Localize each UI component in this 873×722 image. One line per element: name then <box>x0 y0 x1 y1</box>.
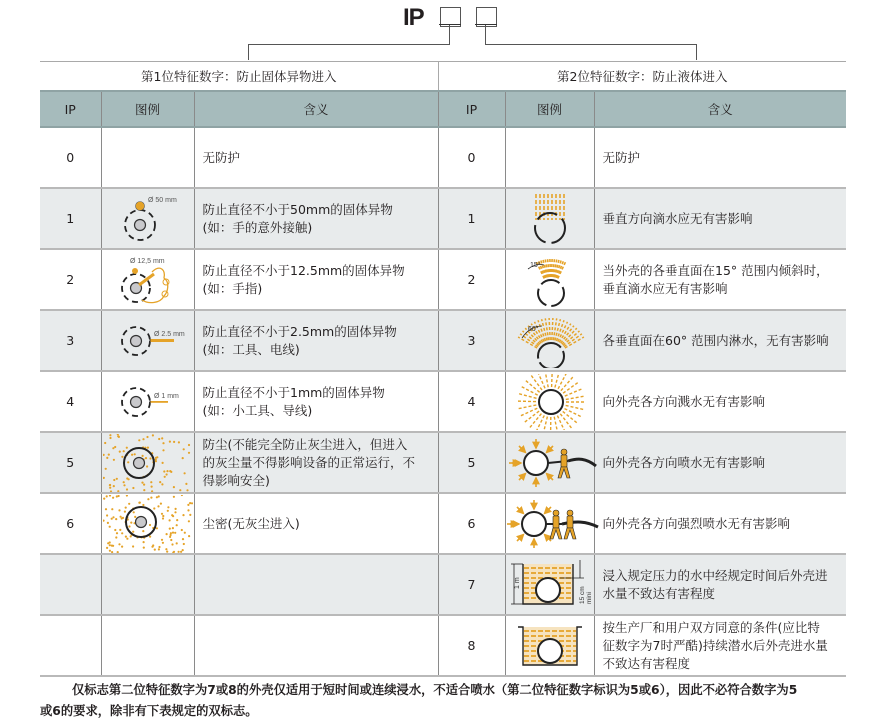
svg-text:mini: mini <box>585 591 593 604</box>
liquid-meaning-text-line: 垂直滴水应无有害影响 <box>602 280 728 296</box>
ip-code-prefix: IP <box>403 4 424 31</box>
liquid-legend-cell <box>505 188 594 249</box>
liquid-meaning-text <box>594 249 846 310</box>
svg-text:15°: 15° <box>529 261 541 269</box>
solid-legend-cell <box>101 310 194 371</box>
solid-meaning-text-line: 防止直径不小于50mm的固体异物 <box>202 201 393 217</box>
solid-meaning-text-line: 防止直径不小于12.5mm的固体异物 <box>202 262 405 278</box>
svg-text:Ø 12,5 mm: Ø 12,5 mm <box>129 257 165 265</box>
solid-legend-cell <box>101 249 194 310</box>
solid-ip-value <box>40 554 101 615</box>
finger-probe-12-5mm-icon <box>102 254 194 306</box>
second-digit-underline <box>475 24 497 25</box>
vertical-drip-icon <box>506 192 594 246</box>
solid-meaning-text-line: (如：手指) <box>202 280 263 296</box>
table-row <box>40 554 846 615</box>
col-meaning: 含义 <box>594 91 846 127</box>
dust-tight-icon <box>102 495 194 553</box>
spray-60deg-icon <box>506 314 594 368</box>
immersion-1m-icon <box>506 558 594 612</box>
liquid-ip-value: 3 <box>438 310 505 371</box>
solid-meaning-text-line: 的灰尘量不得影响设备的正常运行，不 <box>202 454 416 470</box>
solid-meaning-text-line: (如：工具、电线) <box>202 341 300 357</box>
liquid-ip-value: 1 <box>438 188 505 249</box>
table-row <box>40 249 846 310</box>
footnote-line-1: 仅标志第二位特征数字为7或8的外壳仅适用于短时间或连续浸水，不适合喷水（第二位特征数字标识为5或6），因此不必符合数字为5 <box>72 683 798 697</box>
ip-rating-table <box>40 61 846 677</box>
solid-meaning-text <box>194 554 438 615</box>
svg-text:15 cm: 15 cm <box>578 585 586 604</box>
liquid-legend-cell <box>505 432 594 493</box>
liquid-legend-cell <box>505 615 594 676</box>
liquid-legend-cell <box>505 310 594 371</box>
liquid-meaning-text-line: 按生产厂和用户双方同意的条件(应比特 <box>602 619 820 635</box>
liquid-meaning-text-line: 浸入规定压力的水中经规定时间后外壳进 <box>602 567 828 583</box>
ip-code-diagram <box>0 0 873 60</box>
wire-2-5mm-icon <box>102 315 194 367</box>
liquid-meaning-text-line: 当外壳的各垂直面在15° 范围内倾斜时， <box>602 262 829 278</box>
solid-ip-value: 1 <box>40 188 101 249</box>
col-ip: IP <box>438 91 505 127</box>
connector-line <box>485 44 697 45</box>
solid-meaning-text <box>194 188 438 249</box>
solid-meaning-text-line: 得影响安全) <box>202 472 270 488</box>
table-row <box>40 615 846 676</box>
connector-line <box>248 44 249 60</box>
powerful-jet-icon <box>506 497 594 551</box>
footnote <box>40 680 846 722</box>
solid-meaning-text-line: 防止直径不小于2.5mm的固体异物 <box>202 323 397 339</box>
col-legend: 图例 <box>505 91 594 127</box>
liquid-meaning-text-line: 无防护 <box>602 149 641 165</box>
solid-meaning-text <box>194 127 438 188</box>
solid-legend-cell <box>101 188 194 249</box>
wire-1mm-icon <box>102 376 194 428</box>
liquid-legend-cell <box>505 371 594 432</box>
solid-legend-cell <box>101 371 194 432</box>
liquid-meaning-text <box>594 615 846 676</box>
col-meaning: 含义 <box>194 91 438 127</box>
solid-meaning-text-line: 防止直径不小于1mm的固体异物 <box>202 384 385 400</box>
solid-legend-cell <box>101 493 194 554</box>
liquid-legend-cell <box>505 127 594 188</box>
section-second-digit: 第2位特征数字：防止液体进入 <box>438 62 846 92</box>
solid-meaning-text <box>194 432 438 493</box>
liquid-ip-value: 7 <box>438 554 505 615</box>
footnote-line-2: 或6的要求，除非有下表规定的双标志。 <box>40 704 258 718</box>
probe-50mm-icon <box>102 193 194 245</box>
liquid-ip-value: 5 <box>438 432 505 493</box>
solid-legend-cell <box>101 615 194 676</box>
solid-meaning-text-line: 尘密(无灰尘进入) <box>202 515 300 531</box>
liquid-meaning-text-line: 向外壳各方向强烈喷水无有害影响 <box>602 515 791 531</box>
drip-15deg-icon <box>506 253 594 307</box>
solid-meaning-text-line: (如：小工具、导线) <box>202 402 313 418</box>
liquid-meaning-text-line: 向外壳各方向喷水无有害影响 <box>602 454 766 470</box>
connector-line <box>696 44 697 60</box>
liquid-meaning-text-line: 不致达有害程度 <box>602 655 691 671</box>
solid-legend-cell <box>101 127 194 188</box>
col-legend: 图例 <box>101 91 194 127</box>
liquid-legend-cell <box>505 554 594 615</box>
solid-ip-value: 5 <box>40 432 101 493</box>
liquid-meaning-text <box>594 310 846 371</box>
solid-ip-value <box>40 615 101 676</box>
solid-meaning-text <box>194 493 438 554</box>
liquid-meaning-text <box>594 371 846 432</box>
solid-meaning-text-line: (如：手的意外接触) <box>202 219 313 235</box>
solid-ip-value: 0 <box>40 127 101 188</box>
liquid-ip-value: 2 <box>438 249 505 310</box>
liquid-meaning-text-line: 向外壳各方向溅水无有害影响 <box>602 393 766 409</box>
solid-legend-cell <box>101 554 194 615</box>
solid-ip-value: 3 <box>40 310 101 371</box>
liquid-ip-value: 8 <box>438 615 505 676</box>
table-row <box>40 432 846 493</box>
submersion-icon <box>506 619 594 673</box>
connector-line <box>485 25 486 45</box>
first-digit-underline <box>439 24 461 25</box>
table-row <box>40 493 846 554</box>
table-row <box>40 127 846 188</box>
liquid-meaning-text <box>594 188 846 249</box>
dust-protected-icon <box>102 434 194 492</box>
svg-text:1 m: 1 m <box>513 576 521 589</box>
table-row <box>40 188 846 249</box>
liquid-meaning-text-line: 垂直方向滴水应无有害影响 <box>602 210 753 226</box>
solid-meaning-text <box>194 615 438 676</box>
solid-ip-value: 4 <box>40 371 101 432</box>
table-row <box>40 371 846 432</box>
solid-ip-value: 2 <box>40 249 101 310</box>
liquid-legend-cell <box>505 249 594 310</box>
solid-meaning-text-line: 无防护 <box>202 149 241 165</box>
liquid-meaning-text <box>594 432 846 493</box>
col-ip: IP <box>40 91 101 127</box>
liquid-ip-value: 0 <box>438 127 505 188</box>
liquid-meaning-text-line: 征数字为7时严酷)持续潜水后外壳进水量 <box>602 637 828 653</box>
section-caption-row <box>40 62 846 92</box>
liquid-ip-value: 6 <box>438 493 505 554</box>
liquid-meaning-text <box>594 554 846 615</box>
splash-all-directions-icon <box>506 374 594 430</box>
connector-line <box>248 44 450 45</box>
liquid-meaning-text-line: 各垂直面在60° 范围内淋水，无有害影响 <box>602 332 829 348</box>
svg-text:Ø 2.5 mm: Ø 2.5 mm <box>153 330 185 338</box>
table-row <box>40 310 846 371</box>
svg-text:Ø 1 mm: Ø 1 mm <box>153 392 179 400</box>
solid-legend-cell <box>101 432 194 493</box>
solid-meaning-text <box>194 310 438 371</box>
liquid-ip-value: 4 <box>438 371 505 432</box>
solid-meaning-text-line: 防尘(不能完全防止灰尘进入，但进入 <box>202 436 408 452</box>
liquid-meaning-text <box>594 493 846 554</box>
svg-text:60°: 60° <box>527 325 539 333</box>
liquid-meaning-text <box>594 127 846 188</box>
section-first-digit: 第1位特征数字：防止固体异物进入 <box>40 62 438 92</box>
liquid-legend-cell <box>505 493 594 554</box>
liquid-meaning-text-line: 水量不致达有害程度 <box>602 585 716 601</box>
solid-meaning-text <box>194 371 438 432</box>
connector-line <box>449 25 450 45</box>
solid-meaning-text <box>194 249 438 310</box>
svg-text:Ø 50 mm: Ø 50 mm <box>147 196 177 204</box>
column-header-row <box>40 91 846 127</box>
solid-ip-value: 6 <box>40 493 101 554</box>
water-jet-icon <box>506 436 594 490</box>
